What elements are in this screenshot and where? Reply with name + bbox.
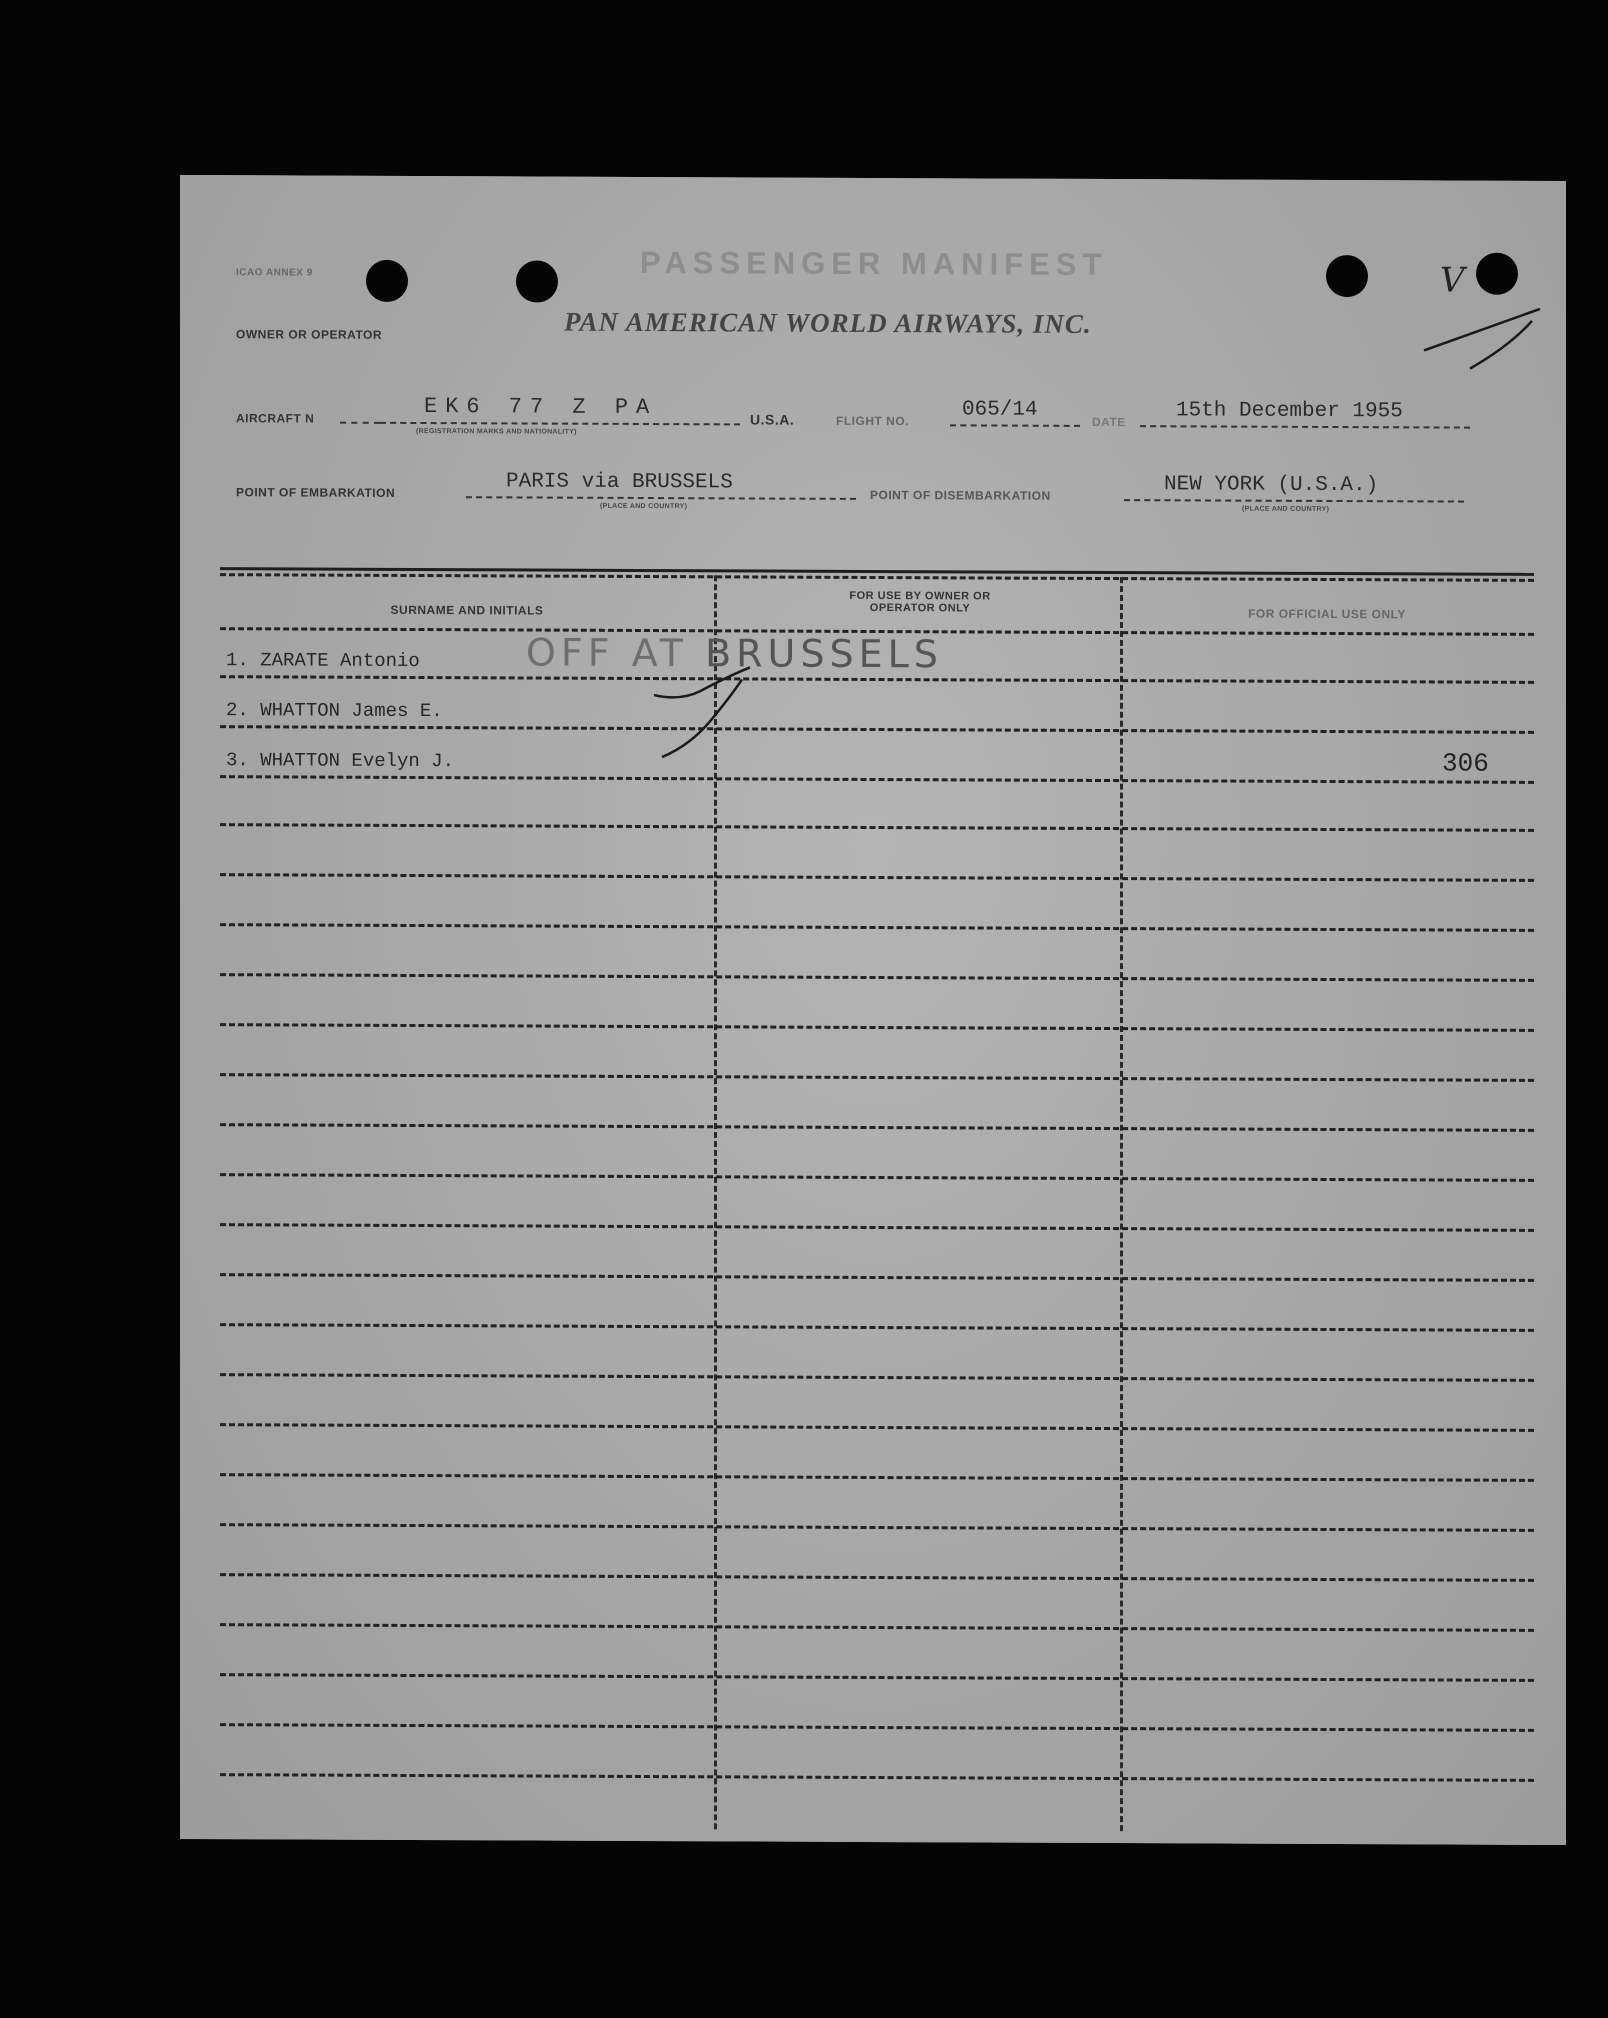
check-mark-icon xyxy=(650,661,760,761)
row-rule xyxy=(220,1673,1534,1682)
operator-label: OWNER OR OPERATOR xyxy=(236,327,383,342)
passenger-entry-3: 3. WHATTON Evelyn J. xyxy=(226,749,455,773)
column-header-surname: SURNAME AND INITIALS xyxy=(390,602,544,618)
row-rule xyxy=(220,775,1534,784)
corner-check-icon xyxy=(1420,290,1550,371)
row-rule xyxy=(220,1523,1534,1532)
row-rule xyxy=(220,1123,1534,1132)
stamp-off-at: OFF AT xyxy=(526,630,688,676)
manifest-sheet xyxy=(180,175,1566,1845)
corner-mark: V xyxy=(1440,260,1465,301)
column-divider-1 xyxy=(714,575,717,1829)
row-rule xyxy=(220,1073,1534,1082)
form-title: PASSENGER MANIFEST xyxy=(640,244,1108,283)
punch-hole-1 xyxy=(366,260,408,302)
row-rule xyxy=(220,1473,1534,1482)
column-header-official-use: FOR OFFICIAL USE ONLY xyxy=(1248,606,1406,622)
row-rule xyxy=(220,1423,1534,1432)
row-rule xyxy=(220,1323,1534,1332)
row-rule xyxy=(220,1623,1534,1632)
embarkation-label: POINT OF EMBARKATION xyxy=(236,485,396,500)
form-reference: ICAO ANNEX 9 xyxy=(236,267,313,279)
row-rule xyxy=(220,1723,1534,1732)
date-label: DATE xyxy=(1092,414,1126,430)
aircraft-value: EK6 77 Z PA xyxy=(424,394,658,421)
flight-label: FLIGHT NO. xyxy=(836,413,909,429)
passenger-entry-1: 1. ZARATE Antonio xyxy=(226,649,420,673)
row-rule xyxy=(220,973,1534,982)
row-rule xyxy=(220,1773,1534,1782)
row-rule xyxy=(220,1023,1534,1032)
punch-hole-2 xyxy=(516,260,558,302)
date-value: 15th December 1955 xyxy=(1176,399,1403,424)
operator-name: PAN AMERICAN WORLD AIRWAYS, INC. xyxy=(564,306,1092,339)
stamp-place: BRUSSELS xyxy=(705,631,943,677)
row-rule xyxy=(220,873,1534,882)
disembarkation-label: POINT OF DISEMBARKATION xyxy=(870,487,1051,503)
embarkation-caption: (PLACE AND COUNTRY) xyxy=(600,502,688,511)
column-header-owner-use: FOR USE BY OWNER OR OPERATOR ONLY xyxy=(849,589,991,615)
row-rule xyxy=(220,923,1534,932)
row-rule xyxy=(220,1573,1534,1582)
row-rule xyxy=(220,725,1534,734)
official-number: 306 xyxy=(1442,748,1489,779)
row-rule xyxy=(220,1273,1534,1282)
embarkation-value: PARIS via BRUSSELS xyxy=(506,470,733,495)
row-rule xyxy=(220,675,1534,684)
aircraft-caption: (REGISTRATION MARKS AND NATIONALITY) xyxy=(416,428,577,436)
disembarkation-value: NEW YORK (U.S.A.) xyxy=(1164,473,1379,498)
aircraft-country: U.S.A. xyxy=(750,411,795,428)
row-rule xyxy=(220,823,1534,832)
disembarkation-caption: (PLACE AND COUNTRY) xyxy=(1242,505,1330,513)
punch-hole-3 xyxy=(1326,255,1368,297)
row-rule xyxy=(220,1373,1534,1382)
passenger-entry-2: 2. WHATTON James E. xyxy=(226,699,443,723)
row-rule xyxy=(220,1223,1534,1232)
aircraft-label: AIRCRAFT N xyxy=(236,411,315,426)
flight-value: 065/14 xyxy=(962,398,1038,422)
column-divider-2 xyxy=(1120,577,1123,1831)
row-rule xyxy=(220,1173,1534,1182)
punch-hole-4 xyxy=(1476,253,1518,295)
